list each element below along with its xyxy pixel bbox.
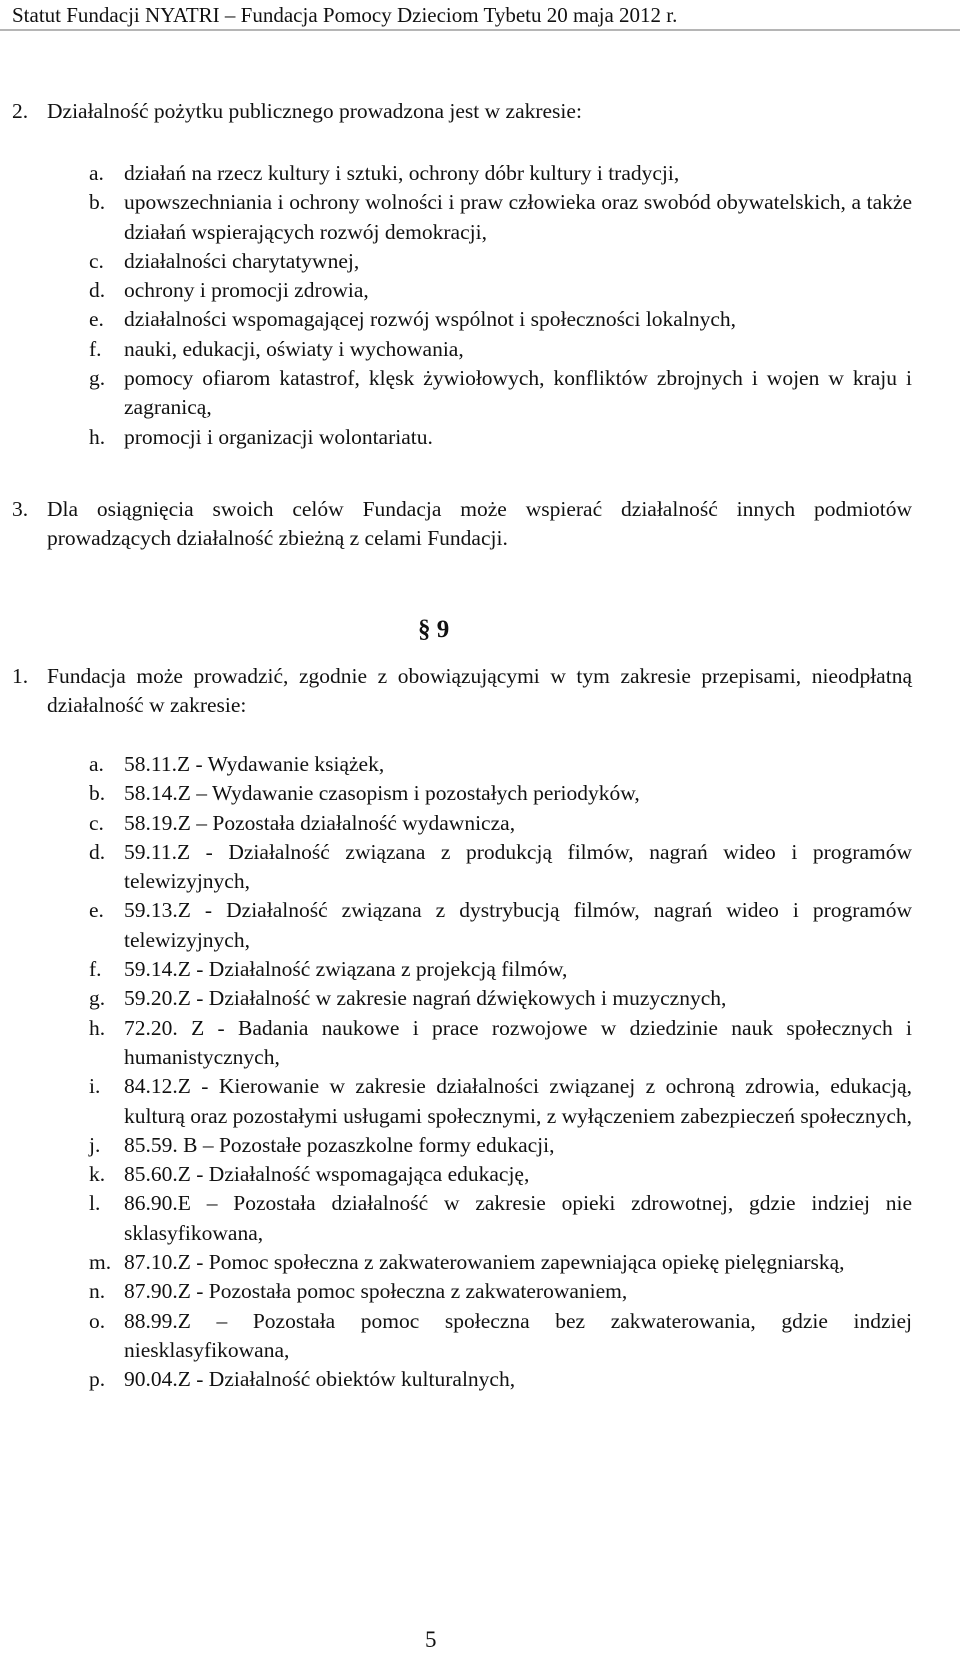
list-item <box>89 335 912 364</box>
paragraph-number: 1. <box>12 664 29 688</box>
list-item <box>89 896 912 955</box>
header-divider <box>0 29 960 31</box>
list-item <box>89 779 912 808</box>
list-item <box>89 1189 912 1248</box>
list-item <box>89 1014 912 1073</box>
list-item <box>89 1131 912 1160</box>
list-item <box>89 1365 912 1394</box>
list-item <box>89 305 912 334</box>
list-item-text: 86.90.E – Pozostała działalność w zakresie opieki zdrowotnej, gdzie indziej nie sklasyfikowana, <box>124 1191 912 1245</box>
paragraph-number: 3. <box>12 497 29 521</box>
list-item-letter: n. <box>89 1279 106 1304</box>
list-item-text: promocji i organizacji wolontariatu. <box>124 424 433 449</box>
list-item <box>89 247 912 276</box>
list-item-letter: c. <box>89 810 104 835</box>
list-item-letter: g. <box>89 986 106 1011</box>
section-heading <box>418 615 449 645</box>
list-item <box>89 1160 912 1189</box>
list-item-text: 58.11.Z - Wydawanie książek, <box>124 752 385 776</box>
list-item-text: 85.59. B – Pozostałe pozaszkolne formy edukacji, <box>124 1132 555 1157</box>
list-item <box>89 364 912 423</box>
header-title: Statut Fundacji NYATRI – Fundacja Pomocy Dzieciom Tybetu 20 maja 2012 r. <box>12 3 678 27</box>
list-item-text: nauki, edukacji, oświaty i wychowania, <box>124 336 464 361</box>
list-item-text: ochrony i promocji zdrowia, <box>124 278 369 303</box>
list-item-text: 59.20.Z - Działalność w zakresie nagrań dźwiękowych i muzycznych, <box>124 986 727 1011</box>
list-item-text: 87.90.Z - Pozostała pomoc społeczna z zakwaterowaniem, <box>124 1279 628 1304</box>
list-item-letter: b. <box>89 781 106 806</box>
list-item-letter: f. <box>89 336 102 361</box>
list-item-letter: e. <box>89 898 104 923</box>
public-benefit-list <box>89 159 912 452</box>
list-item-text: 85.60.Z - Działalność wspomagająca edukację, <box>124 1162 530 1187</box>
list-item-text: działań na rzecz kultury i sztuki, ochrony dóbr kultury i tradycji, <box>124 161 680 185</box>
paragraph-2 <box>12 97 912 126</box>
list-item-text: 59.11.Z - Działalność związana z produkcją filmów, nagrań wideo i programów telewizyjnych, <box>124 839 912 894</box>
list-item <box>89 955 912 984</box>
list-item-text: 87.10.Z - Pomoc społeczna z zakwaterowaniem zapewniająca opiekę pielęgniarską, <box>124 1250 845 1275</box>
list-item-text: 88.99.Z – Pozostała pomoc społeczna bez zakwaterowania, gdzie indziej niesklasyfikowana, <box>124 1308 912 1362</box>
paragraph-text: Dla osiągnięcia swoich celów Fundacja może wspierać działalność innych podmiotów prowadzących działalność zbieżną z celami Fundacji. <box>47 497 912 551</box>
list-item-letter: l. <box>89 1191 101 1216</box>
list-item-text: pomocy ofiarom katastrof, klęsk żywiołowych, konfliktów zbrojnych i wojen w kraju i zagranicą, <box>124 366 912 420</box>
list-item <box>89 423 912 452</box>
list-item <box>89 1277 912 1306</box>
list-item-letter: i. <box>89 1074 101 1099</box>
list-item-letter: o. <box>89 1308 106 1333</box>
list-item-letter: h. <box>89 1015 106 1040</box>
list-item-letter: b. <box>89 190 106 215</box>
list-item-letter: p. <box>89 1367 106 1392</box>
list-item-text: 72.20. Z - Badania naukowe i prace rozwojowe w dziedzinie nauk społecznych i humanistycznych, <box>124 1015 912 1069</box>
list-item <box>89 276 912 305</box>
list-item <box>89 1307 912 1366</box>
list-item <box>89 838 912 897</box>
list-item-letter: d. <box>89 839 106 864</box>
activity-codes-list <box>89 750 912 1395</box>
page-number: 5 <box>425 1627 437 1652</box>
page-header <box>0 0 960 36</box>
list-item <box>89 809 912 838</box>
paragraph-3 <box>12 495 912 554</box>
list-item-letter: g. <box>89 366 106 391</box>
paragraph-text: Fundacja może prowadzić, zgodnie z obowiązującymi w tym zakresie przepisami, nieodpłatną działalność w zakresie: <box>47 664 912 718</box>
list-item-letter: f. <box>89 957 102 982</box>
list-item-letter: j. <box>89 1132 101 1157</box>
paragraph-text: Działalność pożytku publicznego prowadzona jest w zakresie: <box>47 99 582 123</box>
list-item-text: 90.04.Z - Działalność obiektów kulturalnych, <box>124 1367 516 1392</box>
list-item-letter: a. <box>89 752 104 776</box>
paragraph-number: 2. <box>12 99 29 123</box>
list-item-letter: h. <box>89 424 106 449</box>
list-item <box>89 188 912 247</box>
list-item-text: 59.13.Z - Działalność związana z dystrybucją filmów, nagrań wideo i programów telewizyjnych, <box>124 898 912 952</box>
list-item-letter: m. <box>89 1250 112 1275</box>
list-item-letter: d. <box>89 278 106 303</box>
list-item-text: 58.19.Z – Pozostała działalność wydawnicza, <box>124 810 516 835</box>
list-item-text: 59.14.Z - Działalność związana z projekcją filmów, <box>124 957 568 982</box>
list-item <box>89 750 912 779</box>
list-item-text: działalności wspomagającej rozwój wspólnot i społeczności lokalnych, <box>124 307 736 332</box>
list-item-text: 58.14.Z – Wydawanie czasopism i pozostałych periodyków, <box>124 781 640 806</box>
section-symbol: § <box>418 616 431 643</box>
list-item <box>89 984 912 1013</box>
list-item <box>89 159 912 188</box>
list-item-text: 84.12.Z - Kierowanie w zakresie działalności związanej z ochroną zdrowia, edukacją, kulturą oraz pozostałymi usługami społecznymi, z wyłączeniem zabezpieczeń społecznych, <box>124 1074 913 1128</box>
section-number: 9 <box>436 616 450 643</box>
list-item-text: działalności charytatywnej, <box>124 248 360 273</box>
list-item-text: upowszechniania i ochrony wolności i praw człowieka oraz swobód obywatelskich, a także działań wspierających rozwój demokracji, <box>124 190 912 244</box>
list-item-letter: k. <box>89 1162 106 1187</box>
list-item <box>89 1072 912 1131</box>
list-item-letter: c. <box>89 248 104 273</box>
list-item-letter: e. <box>89 307 104 332</box>
list-item <box>89 1248 912 1277</box>
list-item-letter: a. <box>89 161 104 185</box>
paragraph-1 <box>12 662 912 721</box>
